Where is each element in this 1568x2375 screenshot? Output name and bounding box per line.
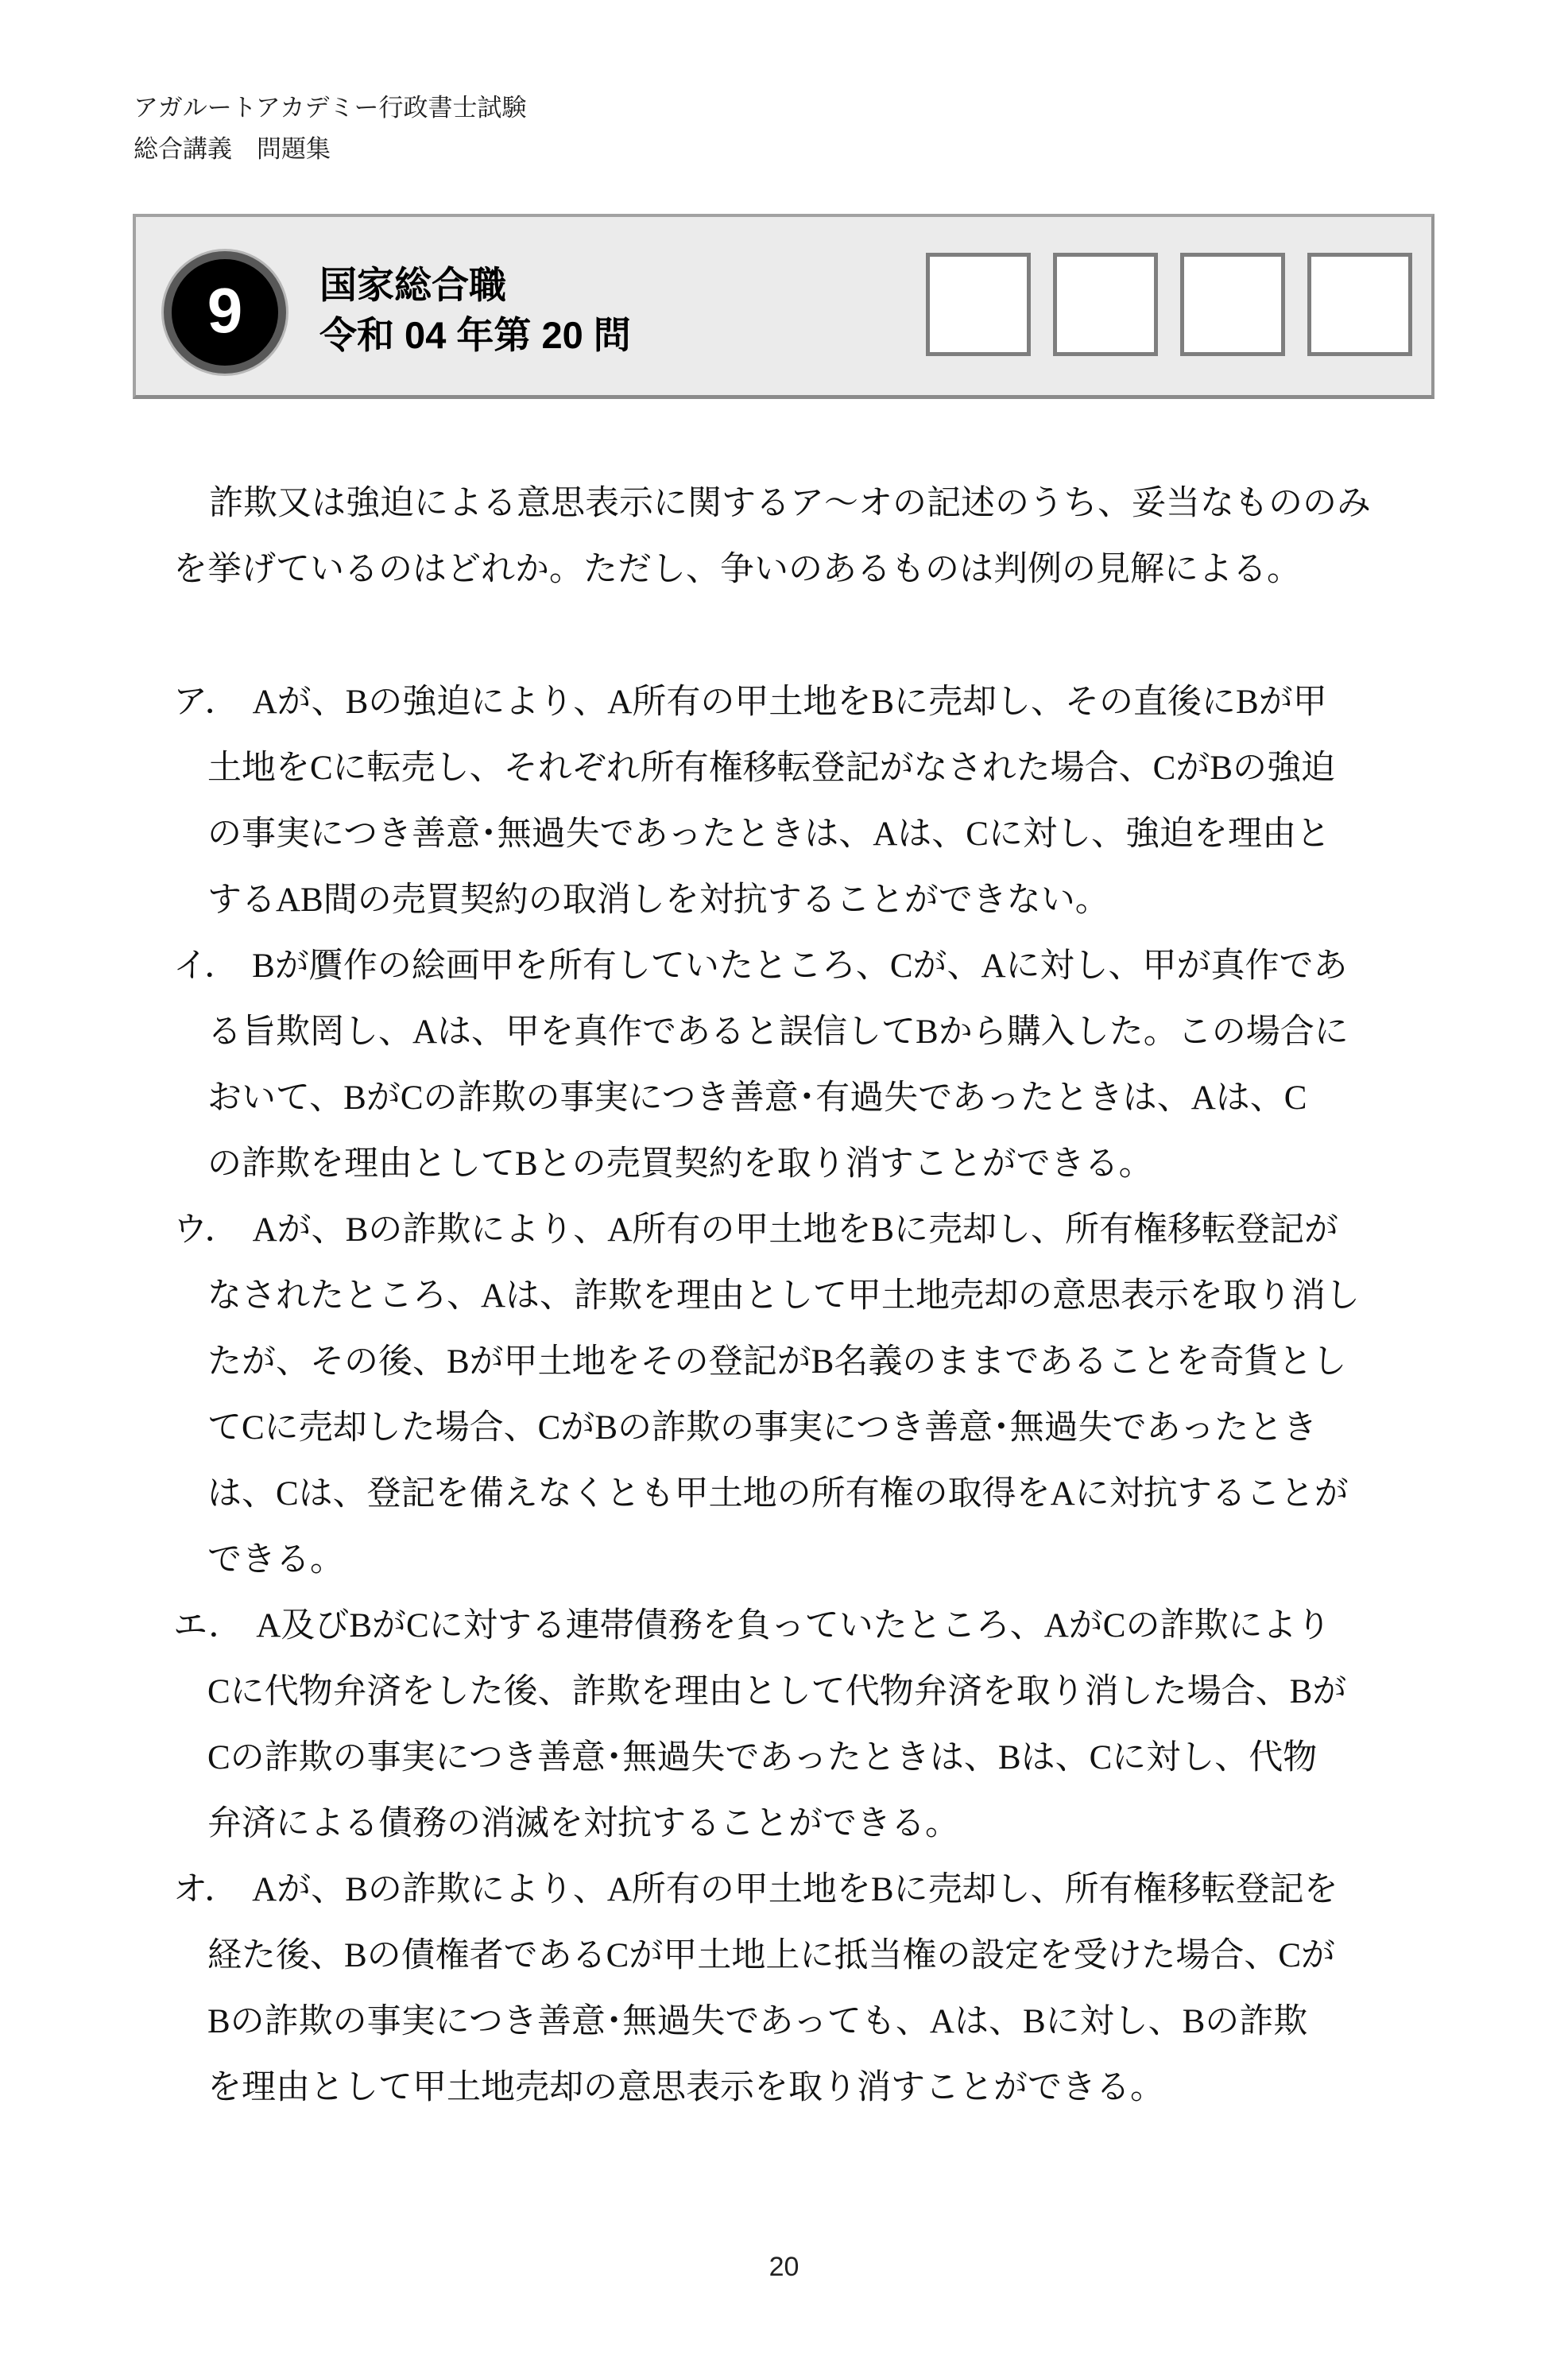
item-line: てCに売却した場合、CがBの詐欺の事実につき善意･無過失であったとき: [207, 1409, 1318, 1447]
answer-checkbox[interactable]: [926, 253, 1031, 356]
item-text: A及びBがCに対する連帯債務を負っていたところ、AがCの詐欺により: [256, 1607, 1331, 1645]
item-line: [173, 669, 1371, 735]
problem-title: [319, 260, 631, 360]
item-label: ウ．: [173, 1211, 239, 1249]
header-exam-name: アガルートアカデミー行政書士試験: [134, 94, 527, 122]
item-line: Bの詐欺の事実につき善意･無過失であっても、Aは、Bに対し、Bの詐欺: [207, 2003, 1308, 2040]
items-list: [173, 669, 1371, 2121]
item-label: オ．: [173, 1871, 239, 1908]
item-text: Aが、Bの詐欺により、A所有の甲土地をBに売却し、所有権移転登記を: [252, 1871, 1338, 1908]
item-line: なされたところ、Aは、詐欺を理由として甲土地売却の意思表示を取り消し: [207, 1277, 1361, 1315]
item-line: 土地をCに転売し、それぞれ所有権移転登記がなされた場合、CがBの強迫: [207, 750, 1336, 787]
item-line: の事実につき善意･無過失であったときは、Aは、Cに対し、強迫を理由と: [207, 816, 1330, 853]
item-line: [173, 933, 1371, 999]
answer-checkbox[interactable]: [1307, 253, 1412, 356]
answer-checkboxes: [926, 253, 1412, 356]
problem-body: [173, 471, 1371, 2121]
paragraph-spacer: [173, 602, 1371, 669]
item-line: するAB間の売買契約の取消しを対抗することができない。: [207, 881, 1109, 919]
item-label: エ．: [173, 1607, 243, 1645]
item-line: たが、その後、Bが甲土地をその登記がB名義のままであることを奇貨とし: [207, 1343, 1347, 1381]
item-text: Bが贋作の絵画甲を所有していたところ、Cが、Aに対し、甲が真作であ: [252, 947, 1348, 985]
item-line: は、Cは、登記を備えなくとも甲土地の所有権の取得をAに対抗することが: [207, 1475, 1349, 1513]
item-text: Aが、Bの強迫により、A所有の甲土地をBに売却し、その直後にBが甲: [252, 684, 1327, 721]
item-line: Cに代物弁済をした後、詐欺を理由として代物弁済を取り消した場合、Bが: [207, 1673, 1347, 1711]
document-header: [134, 87, 526, 170]
item-line: おいて、BがCの詐欺の事実につき善意･有過失であったときは、Aは、C: [207, 1079, 1307, 1117]
question-statement: [173, 471, 1371, 602]
answer-checkbox[interactable]: [1180, 253, 1285, 356]
item-line: [173, 1593, 1371, 1659]
answer-checkbox[interactable]: [1053, 253, 1158, 356]
page-number: 20: [769, 2252, 799, 2282]
item-line: 弁済による債務の消滅を対抗することができる。: [207, 1805, 959, 1842]
item-label: ア．: [173, 684, 239, 721]
problem-header-box: [133, 214, 1434, 399]
problem-title-year: 令和 04 年第 20 問: [319, 314, 631, 356]
item-label: イ．: [173, 947, 239, 985]
item-line: [173, 1197, 1371, 1263]
item-text: Aが、Bの詐欺により、A所有の甲土地をBに売却し、所有権移転登記が: [252, 1211, 1339, 1249]
question-line: 詐欺又は強迫による意思表示に関するア～オの記述のうち、妥当なもののみ: [209, 485, 1371, 522]
problem-number-badge: [164, 251, 286, 374]
item-line: Cの詐欺の事実につき善意･無過失であったときは、Bは、Cに対し、代物: [207, 1739, 1318, 1776]
item-line: できる。: [207, 1541, 344, 1579]
problem-title-source: 国家総合職: [319, 264, 506, 306]
item-line: る旨欺罔し、Aは、甲を真作であると誤信してBから購入した。この場合に: [207, 1013, 1349, 1051]
question-line: を挙げているのはどれか。ただし、争いのあるものは判例の見解による。: [173, 551, 1301, 588]
problem-number: 9: [207, 275, 243, 346]
item-line: [173, 1857, 1371, 1923]
header-course-name: 総合講義 問題集: [134, 135, 331, 163]
item-line: の詐欺を理由としてBとの売買契約を取り消すことができる。: [207, 1145, 1153, 1183]
item-line: 経た後、Bの債権者であるCが甲土地上に抵当権の設定を受けた場合、Cが: [207, 1937, 1336, 1974]
item-line: を理由として甲土地売却の意思表示を取り消すことができる。: [207, 2069, 1164, 2106]
